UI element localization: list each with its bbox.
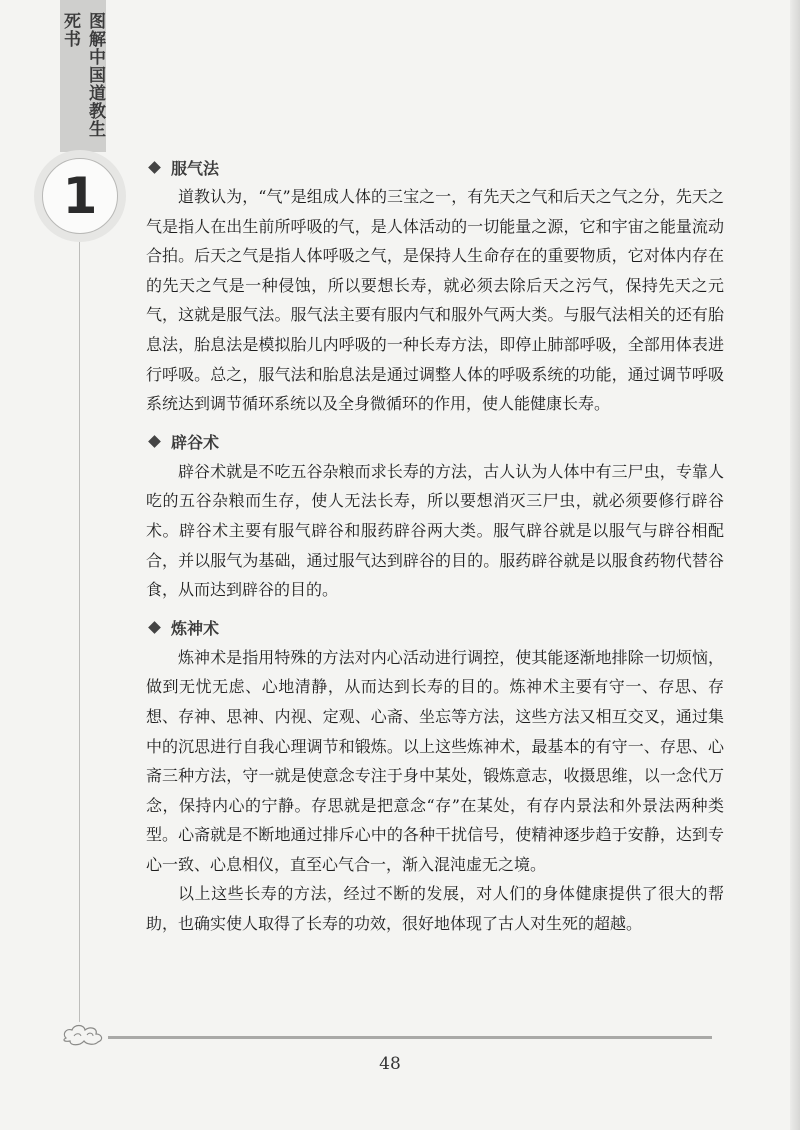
section-heading — [146, 613, 724, 643]
paragraph: 以上这些长寿的方法，经过不断的发展，对人们的身体健康提供了很大的帮助，也确实使人取得了长寿的功效，很好地体现了古人对生死的超越。 — [146, 884, 724, 934]
chapter-number: 1 — [62, 167, 98, 225]
section-heading — [146, 152, 724, 182]
section-heading-text: 服气法 — [171, 158, 220, 178]
main-content — [146, 152, 724, 939]
book-title: 图解中国道教生死书 — [60, 12, 105, 138]
section-heading — [146, 427, 724, 457]
paragraph: 道教认为，“气”是组成人体的三宝之一，有先天之气和后天之气之分，先天之气是指人在出生前所呼吸的气，是人体活动的一切能量之源，它和宇宙之能量流动合拍。后天之气是指人体呼吸之气，是保持人生命存在的重要物质，它对体内存在的先天之气是一种侵蚀，所以要想长寿，就必须去除后天之污气，保持先天之元气，这就是服气法。服气法主要有服内气和服外气两大类。与服气法相关的还有胎息法，胎息法是模拟胎儿内呼吸的一种长寿方法，即停止肺部呼吸，全部用体表进行呼吸。总之，服气法和胎息法是通过调整人体的呼吸系统的功能，通过调节呼吸系统达到调节循环系统以及全身微循环的作用，使人能健康长寿。 — [146, 187, 724, 414]
page-number: 48 — [379, 1054, 401, 1074]
paragraph: 炼神术是指用特殊的方法对内心活动进行调控，使其能逐渐地排除一切烦恼，做到无忧无虑、心地清静，从而达到长寿的目的。炼神术主要有守一、存思、存想、存神、思神、内视、定观、心斋、坐忘等方法，这些方法又相互交叉，通过集中的沉思进行自我心理调节和锻炼。以上这些炼神术，最基本的有守一、存思、心斋三种方法，守一就是使意念专注于身中某处，锻炼意志，收摄思维，以一念代万念，保持内心的宁静。存思就是把意念“存”在某处，有存内景法和外景法两种类型。心斋就是不断地通过排斥心中的各种干扰信号，使精神逐步趋于安静，达到专心一致、心息相仪，直至心气合一，渐入混沌虚无之境。 — [146, 647, 724, 874]
section-heading-text: 辟谷术 — [171, 433, 220, 453]
cloud-ornament-icon — [60, 1020, 110, 1050]
side-rule — [79, 242, 80, 1022]
section-heading-text: 炼神术 — [171, 619, 220, 639]
paragraph: 辟谷术就是不吃五谷杂粮而求长寿的方法，古人认为人体中有三尸虫，专靠人吃的五谷杂粮而生存，使人无法长寿，所以要想消灭三尸虫，就必须要修行辟谷术。辟谷术主要有服气辟谷和服药辟谷两大类。服气辟谷就是以服气与辟谷相配合，并以服气为基础，通过服气达到辟谷的目的。服药辟谷就是以服食药物代替谷食，从而达到辟谷的目的。 — [146, 461, 724, 600]
diamond-bullet-icon — [148, 161, 161, 174]
page-edge-shade — [790, 0, 800, 1130]
diamond-bullet-icon — [148, 621, 161, 634]
side-tab — [60, 0, 106, 152]
diamond-bullet-icon — [148, 435, 161, 448]
footer-rule — [108, 1036, 712, 1039]
